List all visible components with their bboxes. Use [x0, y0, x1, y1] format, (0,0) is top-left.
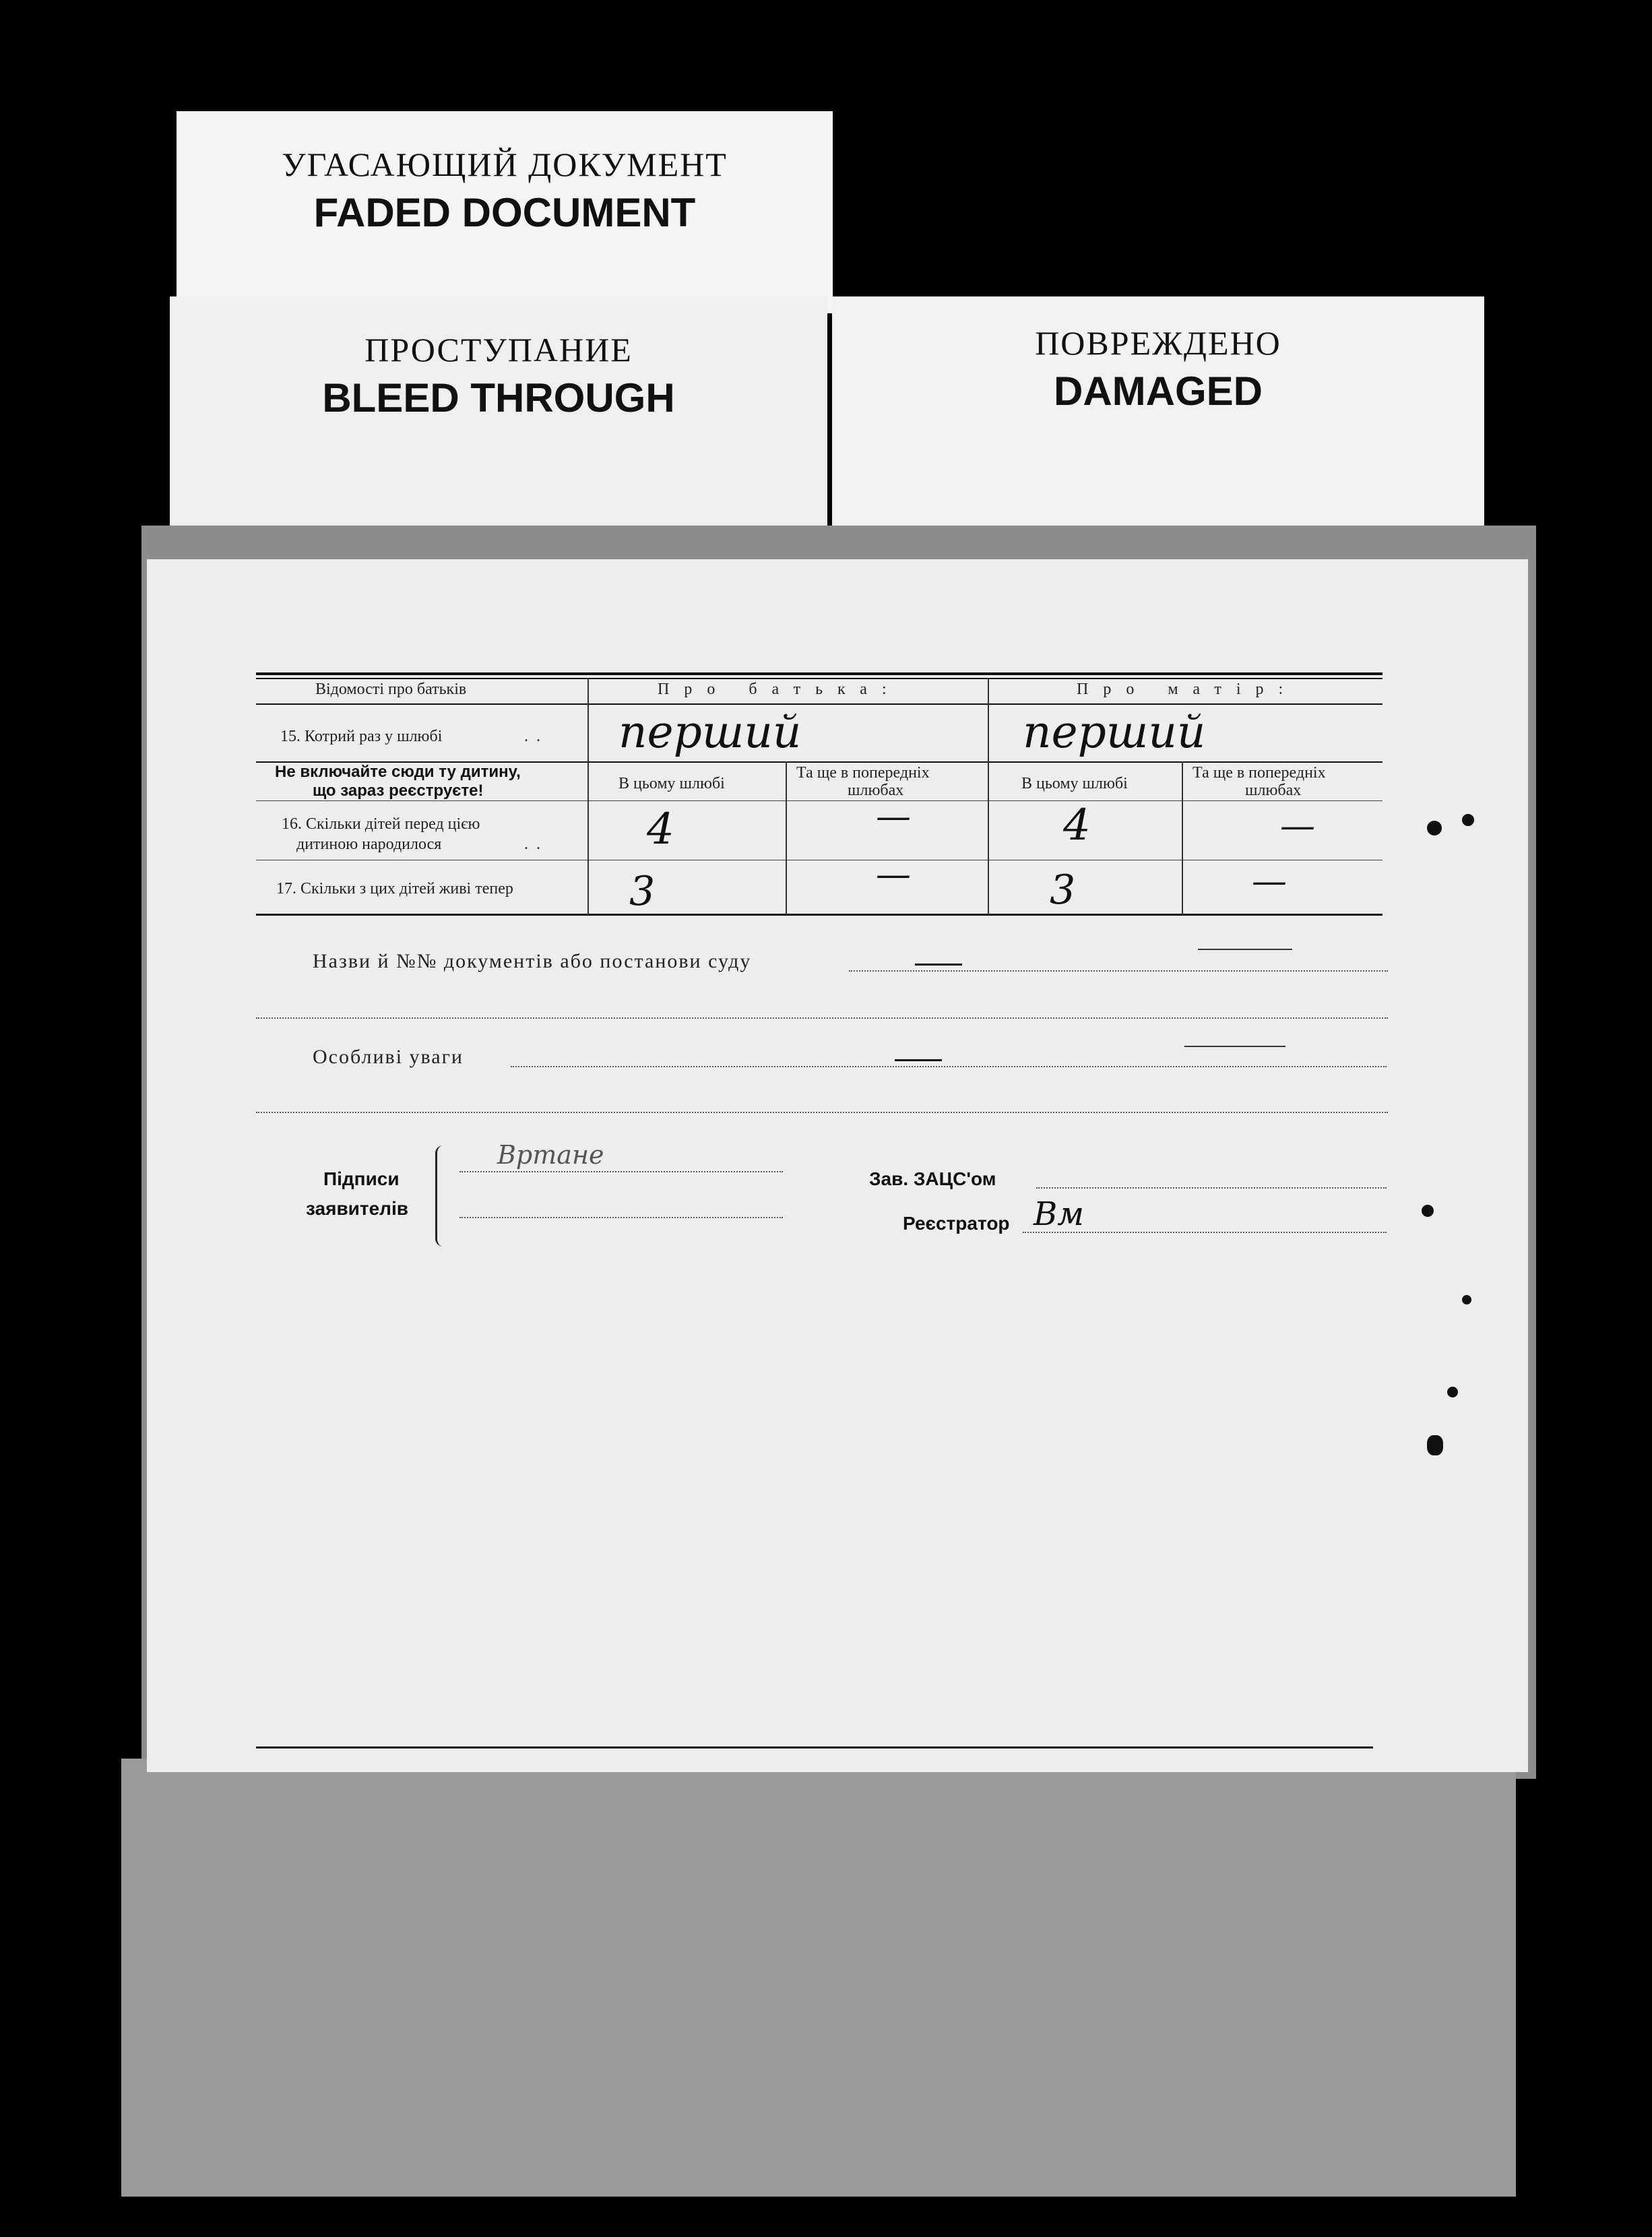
punch-hole [1422, 1205, 1434, 1217]
column-divider-4 [1182, 761, 1183, 915]
row15-label: 15. Котрий раз у шлюбі [280, 728, 443, 745]
row17-mother-this: 3 [1050, 867, 1076, 914]
punch-hole [1462, 814, 1474, 826]
row17-father-this: 3 [629, 868, 656, 915]
documents-dash-1 [915, 964, 962, 966]
notes-label: Особливі уваги [313, 1046, 464, 1068]
exclude-note-line1: Не включайте сюди ту дитину, [275, 763, 521, 781]
notes-dash-2 [1184, 1046, 1285, 1047]
header-father: Про батька: [658, 681, 901, 698]
row16-father-prev: — [876, 796, 911, 837]
damaged-card [832, 296, 1484, 536]
table-bottom-rule [256, 914, 1383, 916]
row17-father-prev: — [876, 854, 911, 895]
faded-document-card [177, 111, 833, 313]
subheader-rule [256, 800, 1383, 801]
row17-mother-prev: — [1252, 861, 1287, 902]
documents-dash-2 [1198, 949, 1292, 950]
punch-hole [1447, 1387, 1458, 1397]
applicant-signature-line-2 [459, 1217, 783, 1218]
documents-fill-line [849, 970, 1388, 972]
bleed-through-ru: ПРОСТУПАНИЕ [364, 331, 633, 369]
father-this-marriage-header: В цьому шлюбі [618, 775, 725, 792]
row15-leader-dots: . . [524, 728, 540, 745]
bleed-through-card [170, 296, 827, 536]
documents-fill-line-2 [256, 1017, 1388, 1019]
column-divider-2 [786, 761, 787, 915]
punch-hole [1427, 821, 1442, 836]
notes-fill-line-2 [256, 1112, 1388, 1113]
row16-mother-prev: — [1280, 806, 1315, 846]
punch-hole [1462, 1295, 1471, 1304]
exclude-note-line2: що зараз реєструєте! [313, 782, 484, 800]
registration-form-sheet [147, 559, 1528, 1772]
father-prev-marriages-header-2: шлюбах [848, 782, 904, 799]
row15-father-value: перший [618, 706, 802, 758]
mother-prev-marriages-header-2: шлюбах [1245, 782, 1302, 799]
column-divider-1 [587, 678, 589, 915]
faded-document-ru: УГАСАЮЩИЙ ДОКУМЕНТ [282, 146, 728, 183]
row16-label-line2: дитиною народилося [296, 836, 442, 853]
row15-mother-value: перший [1023, 706, 1206, 758]
damaged-en: DAMAGED [1054, 369, 1263, 414]
damage-mark [1427, 1435, 1443, 1455]
column-divider-3 [988, 678, 989, 915]
notes-fill-line [511, 1066, 1387, 1067]
father-prev-marriages-header-1: Та ще в попередніх [796, 764, 930, 782]
row16-father-this: 4 [647, 805, 674, 854]
row16-leader-dots: . . [524, 836, 540, 853]
sheet-bottom-rule [256, 1746, 1373, 1748]
table-top-rule-2 [256, 678, 1383, 679]
row17-label: 17. Скільки з цих дітей живі тепер [276, 880, 513, 897]
damaged-ru: ПОВРЕЖДЕНО [1035, 324, 1281, 362]
documents-label: Назви й №№ документів або постанови суду [313, 950, 752, 972]
header-parents-info: Відомості про батьків [315, 681, 467, 698]
header-mother: Про матір: [1077, 681, 1298, 698]
notes-dash-1 [895, 1059, 942, 1061]
signatures-label-line2: заявителів [306, 1198, 408, 1219]
mother-prev-marriages-header-1: Та ще в попередніх [1193, 764, 1326, 782]
applicant-signature-line-1 [459, 1171, 783, 1172]
mother-this-marriage-header: В цьому шлюбі [1021, 775, 1128, 792]
cardboard-backing [121, 1759, 1516, 2197]
signatures-label-line1: Підписи [323, 1168, 400, 1189]
row16-label-line1: 16. Скільки дітей перед цією [282, 815, 480, 833]
header-bottom-rule [256, 703, 1383, 705]
head-signature-line [1036, 1187, 1387, 1189]
signatures-brace [435, 1145, 451, 1247]
row16-mother-this: 4 [1063, 800, 1091, 850]
bleed-through-en: BLEED THROUGH [322, 375, 675, 420]
faded-document-en: FADED DOCUMENT [313, 190, 696, 235]
head-label: Зав. ЗАЦС'ом [869, 1168, 996, 1189]
table-top-rule [256, 672, 1383, 675]
registrar-label: Реєстратор [903, 1213, 1010, 1234]
applicant-signature: Вртане [497, 1140, 604, 1170]
registrar-signature: Вм [1034, 1195, 1085, 1233]
